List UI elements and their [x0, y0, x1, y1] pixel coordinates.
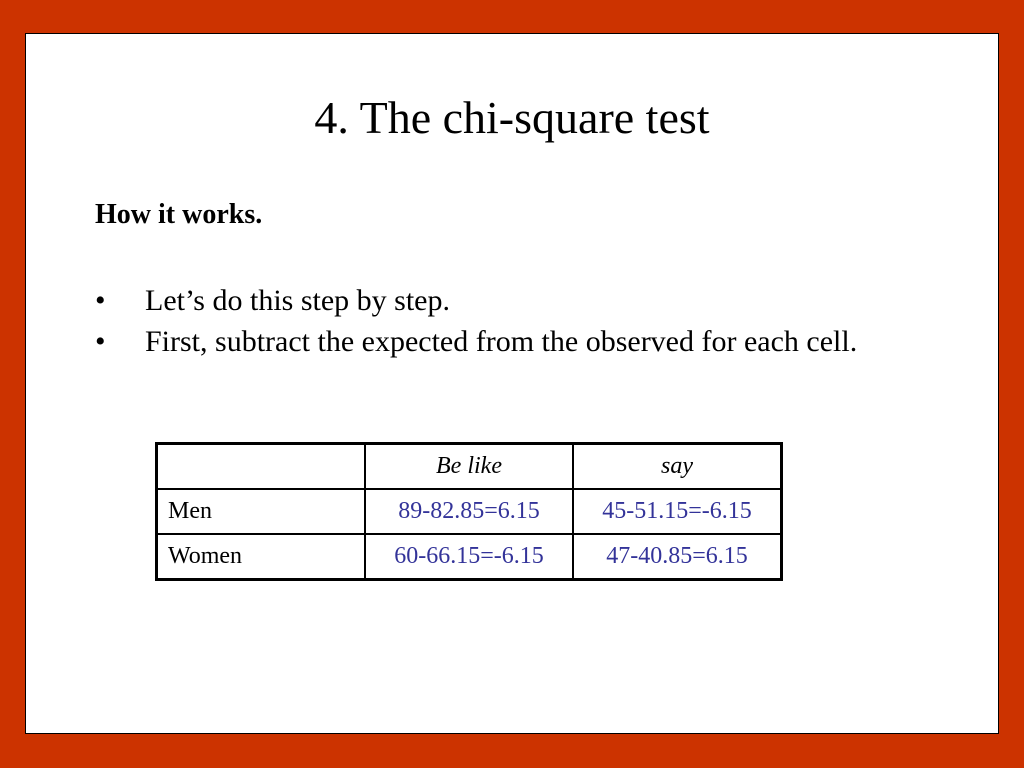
table-corner-cell	[157, 444, 366, 490]
table-row	[157, 489, 782, 534]
observed-minus-expected-table	[155, 442, 783, 581]
slide-title: 4. The chi-square test	[314, 92, 710, 143]
table-row	[157, 534, 782, 580]
table-cell: 60-66.15=-6.15	[365, 534, 573, 580]
bullet-item	[95, 280, 915, 321]
bullet-marker: •	[95, 325, 106, 358]
bullet-item	[95, 321, 915, 362]
subheading: How it works.	[95, 199, 263, 230]
table-header-row	[157, 444, 782, 490]
bullet-text: Let’s do this step by step.	[145, 284, 450, 317]
bullet-text: First, subtract the expected from the observed for each cell.	[145, 325, 858, 358]
table-cell: 89-82.85=6.15	[365, 489, 573, 534]
column-header-be-like: Be like	[365, 444, 573, 490]
table-cell: 47-40.85=6.15	[573, 534, 782, 580]
column-header-say: say	[573, 444, 782, 490]
row-label-women: Women	[157, 534, 366, 580]
row-label-men: Men	[157, 489, 366, 534]
table-cell: 45-51.15=-6.15	[573, 489, 782, 534]
bullet-marker: •	[95, 284, 106, 317]
bullet-list	[95, 280, 915, 362]
